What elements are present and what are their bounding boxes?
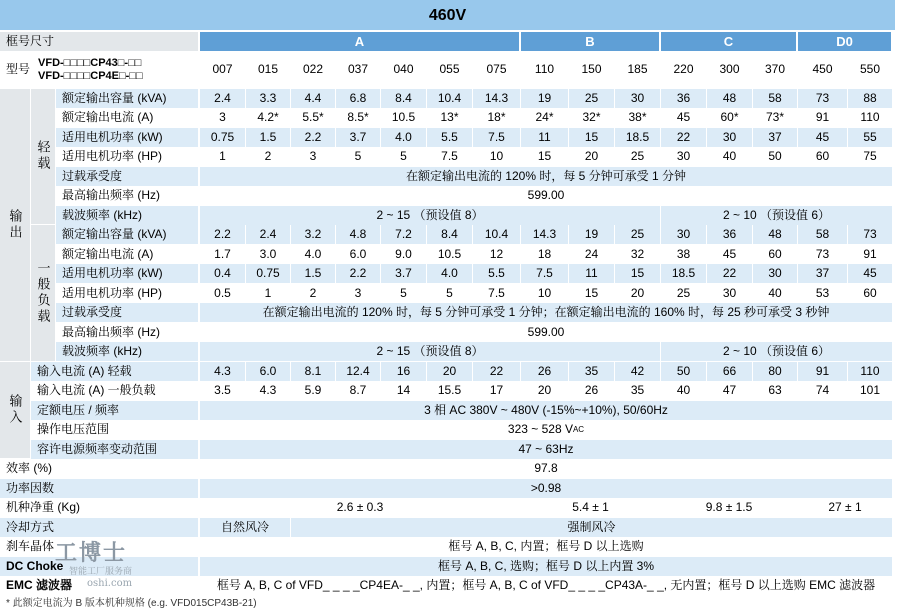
value-cell: 75: [848, 147, 892, 166]
value-cell: 4.0: [427, 264, 472, 283]
value-cell: 1.7: [200, 245, 245, 264]
value-cell: 5.9: [291, 381, 335, 400]
value-cell: 7.5: [427, 147, 472, 166]
max-freq-label: 最高输出频率 (Hz): [56, 323, 198, 342]
dc-choke-label: DC Choke: [0, 557, 198, 576]
value-cell: 73: [848, 225, 892, 244]
value-cell: 60: [753, 245, 797, 264]
value-cell: 4.0: [291, 245, 335, 264]
row-label: 额定输出容量 (kVA): [56, 225, 198, 244]
value-cell: 6.0: [246, 362, 290, 381]
value-cell: 25: [615, 225, 660, 244]
value-cell: 5.5*: [291, 108, 335, 127]
carrier-value-b: 2 ~ 10 （预设值 6）: [661, 342, 892, 361]
value-cell: 38*: [615, 108, 660, 127]
model-code-007: 007: [200, 52, 245, 88]
value-cell: 10.4: [427, 89, 472, 108]
value-cell: 7.2: [381, 225, 426, 244]
value-cell: 10.4: [473, 225, 520, 244]
value-cell: 4.8: [336, 225, 380, 244]
row-label: 适用电机功率 (HP): [56, 147, 198, 166]
carrier-value-a: 2 ~ 15 （预设值 8）: [200, 206, 660, 225]
value-cell: 20: [615, 284, 660, 303]
value-cell: 36: [661, 89, 706, 108]
value-cell: 74: [798, 381, 847, 400]
value-cell: 88: [848, 89, 892, 108]
brake-transistor-value: 框号 A, B, C, 内置；框号 D 以上选购: [200, 537, 892, 556]
section-input: 输入: [0, 362, 30, 459]
carrier-label: 载波频率 (kHz): [56, 206, 198, 225]
value-cell: 45: [707, 245, 752, 264]
max-freq-value: 599.00: [200, 186, 892, 205]
row-label: 输入电流 (A) 一般负载: [31, 381, 198, 400]
value-cell: 35: [569, 362, 614, 381]
value-cell: 10: [473, 147, 520, 166]
value-cell: 15: [521, 147, 568, 166]
weight-label: 机种净重 (Kg): [0, 498, 198, 517]
value-cell: 2: [291, 284, 335, 303]
value-cell: 80: [753, 362, 797, 381]
value-cell: 9.0: [381, 245, 426, 264]
value-cell: 11: [569, 264, 614, 283]
value-cell: 25: [661, 284, 706, 303]
value-cell: 22: [707, 264, 752, 283]
value-cell: 91: [798, 362, 847, 381]
max-freq-value: 599.00: [200, 323, 892, 342]
value-cell: 0.75: [246, 264, 290, 283]
model-code-055: 055: [427, 52, 472, 88]
value-cell: 48: [707, 89, 752, 108]
value-cell: 20: [427, 362, 472, 381]
value-cell: 53: [798, 284, 847, 303]
value-cell: 10.5: [427, 245, 472, 264]
value-cell: 14.3: [521, 225, 568, 244]
value-cell: 1: [246, 284, 290, 303]
value-cell: 18.5: [661, 264, 706, 283]
value-cell: 4.3: [246, 381, 290, 400]
value-cell: 16: [381, 362, 426, 381]
value-cell: 110: [848, 108, 892, 127]
value-cell: 50: [661, 362, 706, 381]
value-cell: 26: [569, 381, 614, 400]
value-cell: 18*: [473, 108, 520, 127]
model-code-300: 300: [707, 52, 752, 88]
cooling-natural: 自然风冷: [200, 518, 290, 537]
value-cell: 32*: [569, 108, 614, 127]
row-label: 额定输出电流 (A): [56, 108, 198, 127]
value-cell: 10.5: [381, 108, 426, 127]
value-cell: 25: [615, 147, 660, 166]
value-cell: 2.2: [291, 128, 335, 147]
value-cell: 12: [473, 245, 520, 264]
value-cell: 3.0: [246, 245, 290, 264]
row-label: 额定输出容量 (kVA): [56, 89, 198, 108]
overload-value: 在额定输出电流的 120% 时，每 5 分钟可承受 1 分钟: [200, 167, 892, 186]
value-cell: 3.2: [291, 225, 335, 244]
model-code-370: 370: [753, 52, 797, 88]
value-cell: 18: [521, 245, 568, 264]
value-cell: 18.5: [615, 128, 660, 147]
value-cell: 60: [848, 284, 892, 303]
efficiency-value: 97.8: [200, 459, 892, 478]
value-cell: 73*: [753, 108, 797, 127]
cooling-label: 冷却方式: [0, 518, 198, 537]
section-output: 输出: [0, 89, 30, 361]
value-cell: 11: [521, 128, 568, 147]
max-freq-label: 最高输出频率 (Hz): [56, 186, 198, 205]
model-code-150: 150: [569, 52, 614, 88]
carrier-value-a: 2 ~ 15 （预设值 8）: [200, 342, 660, 361]
value-cell: 15.5: [427, 381, 472, 400]
rated-voltage-value: 3 相 AC 380V ~ 480V (-15%~+10%), 50/60Hz: [200, 401, 892, 420]
value-cell: 32: [615, 245, 660, 264]
value-cell: 24: [569, 245, 614, 264]
value-cell: 37: [753, 128, 797, 147]
value-cell: 2.4: [246, 225, 290, 244]
value-cell: 15: [615, 264, 660, 283]
carrier-label: 载波频率 (kHz): [56, 342, 198, 361]
value-cell: 35: [615, 381, 660, 400]
value-cell: 7.5: [521, 264, 568, 283]
value-cell: 19: [521, 89, 568, 108]
value-cell: 30: [661, 225, 706, 244]
value-cell: 1: [200, 147, 245, 166]
row-label: 适用电机功率 (kW): [56, 128, 198, 147]
model-code-110: 110: [521, 52, 568, 88]
value-cell: 5.5: [427, 128, 472, 147]
model-code-040: 040: [381, 52, 426, 88]
dc-choke-value: 框号 A, B, C, 选购；框号 D 以上内置 3%: [200, 557, 892, 576]
watermark-name: 工博士: [55, 540, 128, 566]
value-cell: 60*: [707, 108, 752, 127]
value-cell: 101: [848, 381, 892, 400]
value-cell: 13*: [427, 108, 472, 127]
value-cell: 45: [661, 108, 706, 127]
value-cell: 5: [381, 284, 426, 303]
value-cell: 0.4: [200, 264, 245, 283]
value-cell: 50: [753, 147, 797, 166]
value-cell: 45: [848, 264, 892, 283]
value-cell: 30: [707, 284, 752, 303]
frame-group-d0: D0: [798, 32, 891, 51]
row-label: 适用电机功率 (HP): [56, 284, 198, 303]
weight-value-c: 9.8 ± 1.5: [661, 498, 797, 517]
power-factor-value: >0.98: [200, 479, 892, 498]
value-cell: 5: [427, 284, 472, 303]
value-cell: 4.2*: [246, 108, 290, 127]
value-cell: 110: [848, 362, 892, 381]
weight-value-a: 2.6 ± 0.3: [200, 498, 520, 517]
emc-filter-label: EMC 滤波器: [0, 576, 198, 595]
value-cell: 30: [707, 128, 752, 147]
value-cell: 15: [569, 128, 614, 147]
voltage-range-sub: AC: [572, 425, 585, 434]
value-cell: 5: [336, 147, 380, 166]
value-cell: 24*: [521, 108, 568, 127]
power-factor-label: 功率因数: [0, 479, 198, 498]
value-cell: 2.2: [200, 225, 245, 244]
value-cell: 20: [521, 381, 568, 400]
brake-transistor-label: 刹车晶体: [0, 537, 198, 556]
efficiency-label: 效率 (%): [0, 459, 198, 478]
section-light-duty: 轻载: [31, 89, 55, 225]
value-cell: 25: [569, 89, 614, 108]
value-cell: 14.3: [473, 89, 520, 108]
value-cell: 4.0: [381, 128, 426, 147]
overload-value: 在额定输出电流的 120% 时，每 5 分钟可承受 1 分钟；在额定输出电流的 160% 时，每 25 秒可承受 3 秒钟: [200, 303, 892, 322]
value-cell: 38: [661, 245, 706, 264]
value-cell: 58: [798, 225, 847, 244]
value-cell: 3.5: [200, 381, 245, 400]
value-cell: 47: [707, 381, 752, 400]
model-line-2: VFD-□□□□CP4E□-□□: [38, 69, 143, 82]
watermark-url: oshi.com: [87, 578, 133, 589]
cooling-forced: 强制风冷: [291, 518, 892, 537]
row-label: 适用电机功率 (kW): [56, 264, 198, 283]
value-cell: 55: [848, 128, 892, 147]
value-cell: 5: [381, 147, 426, 166]
freq-variation-value: 47 ~ 63Hz: [200, 440, 892, 459]
voltage-range-text: 323 ~ 528 V: [507, 422, 573, 436]
value-cell: 26: [521, 362, 568, 381]
weight-value-d0: 27 ± 1: [798, 498, 892, 517]
value-cell: 30: [753, 264, 797, 283]
carrier-value-b: 2 ~ 10 （预设值 6）: [661, 206, 892, 225]
value-cell: 3: [200, 108, 245, 127]
value-cell: 19: [569, 225, 614, 244]
model-line-1: VFD-□□□□CP43□-□□: [38, 56, 142, 69]
value-cell: 73: [798, 245, 847, 264]
value-cell: 15: [569, 284, 614, 303]
model-code-220: 220: [661, 52, 706, 88]
model-code-450: 450: [798, 52, 847, 88]
value-cell: 63: [753, 381, 797, 400]
value-cell: 0.5: [200, 284, 245, 303]
row-label: 输入电流 (A) 轻载: [31, 362, 198, 381]
frame-group-c: C: [661, 32, 796, 51]
frame-group-a: A: [200, 32, 519, 51]
weight-value-b: 5.4 ± 1: [521, 498, 660, 517]
model-code-015: 015: [246, 52, 290, 88]
model-code-037: 037: [336, 52, 380, 88]
model-code-022: 022: [291, 52, 335, 88]
value-cell: 22: [473, 362, 520, 381]
value-cell: 8.4: [427, 225, 472, 244]
value-cell: 20: [569, 147, 614, 166]
value-cell: 0.75: [200, 128, 245, 147]
value-cell: 45: [798, 128, 847, 147]
value-cell: 6.8: [336, 89, 380, 108]
value-cell: 66: [707, 362, 752, 381]
value-cell: 10: [521, 284, 568, 303]
value-cell: 2.4: [200, 89, 245, 108]
value-cell: 6.0: [336, 245, 380, 264]
value-cell: 37: [798, 264, 847, 283]
value-cell: 14: [381, 381, 426, 400]
emc-filter-value: 框号 A, B, C of VFD_ _ _ _CP4EA-_ _, 内置；框号 A, B, C of VFD_ _ _ _CP43A-_ _, 无内置；框号 D 以上选购 EMC 滤波器: [200, 576, 892, 595]
value-cell: 48: [753, 225, 797, 244]
overload-label: 过载承受度: [56, 167, 198, 186]
value-cell: 8.7: [336, 381, 380, 400]
value-cell: 73: [798, 89, 847, 108]
value-cell: 4.4: [291, 89, 335, 108]
model-code-550: 550: [848, 52, 892, 88]
value-cell: 58: [753, 89, 797, 108]
watermark-logo: [55, 536, 175, 596]
model-label: 型号: [6, 62, 31, 76]
value-cell: 4.3: [200, 362, 245, 381]
overload-label: 过载承受度: [56, 303, 198, 322]
value-cell: 36: [707, 225, 752, 244]
frame-label: 框号尺寸: [0, 32, 198, 51]
value-cell: 22: [661, 128, 706, 147]
footnote: * 此额定电流为 B 版本机种规格 (e.g. VFD015CP43B-21): [6, 598, 257, 609]
value-cell: 30: [661, 147, 706, 166]
value-cell: 17: [473, 381, 520, 400]
value-cell: 60: [798, 147, 847, 166]
rated-voltage-label: 定额电压 / 频率: [31, 401, 198, 420]
value-cell: 91: [848, 245, 892, 264]
value-cell: 3.3: [246, 89, 290, 108]
value-cell: 7.5: [473, 128, 520, 147]
watermark-subtitle: 智能工厂服务商: [69, 567, 133, 577]
value-cell: 3.7: [381, 264, 426, 283]
value-cell: 1.5: [291, 264, 335, 283]
section-normal-duty: 一般负载: [31, 225, 55, 361]
model-label-cell: [0, 52, 198, 88]
value-cell: 2.2: [336, 264, 380, 283]
frame-group-b: B: [521, 32, 659, 51]
value-cell: 7.5: [473, 284, 520, 303]
table-title: 460V: [0, 0, 895, 30]
value-cell: 8.4: [381, 89, 426, 108]
model-code-185: 185: [615, 52, 660, 88]
value-cell: 30: [615, 89, 660, 108]
value-cell: 3.7: [336, 128, 380, 147]
value-cell: 3: [291, 147, 335, 166]
value-cell: 8.5*: [336, 108, 380, 127]
value-cell: 5.5: [473, 264, 520, 283]
value-cell: 91: [798, 108, 847, 127]
voltage-range-value: [200, 420, 892, 439]
model-code-075: 075: [473, 52, 520, 88]
value-cell: 42: [615, 362, 660, 381]
freq-variation-label: 容许电源频率变动范围: [31, 440, 198, 459]
row-label: 额定输出电流 (A): [56, 245, 198, 264]
value-cell: 2: [246, 147, 290, 166]
value-cell: 3: [336, 284, 380, 303]
value-cell: 12.4: [336, 362, 380, 381]
value-cell: 1.5: [246, 128, 290, 147]
value-cell: 40: [753, 284, 797, 303]
voltage-range-label: 操作电压范围: [31, 420, 198, 439]
value-cell: 8.1: [291, 362, 335, 381]
value-cell: 40: [707, 147, 752, 166]
value-cell: 40: [661, 381, 706, 400]
